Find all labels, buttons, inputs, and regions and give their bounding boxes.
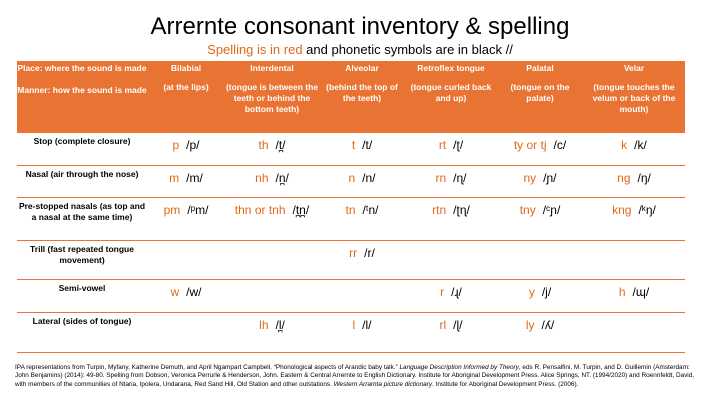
table-row-semivowel bbox=[17, 279, 685, 312]
citation-footer: IPA representations from Turpin, Myfany, Katherine Demuth, and April Ngampart Campbell. “Phonological aspects of Arandic baby talk.” Language Description Informed by Theory, eds R. Pensalfini, M. Turpin, and D. Guillemin (Amsterdam: John Benjamins) (2014): 49-80. Spelling from Dobson, Veronica Perrurle & Henderson, John. Eastern & Central Arrernte to English Dictionary. Institute for Aboriginal Development Press. Alice Springs, NT. (1994/2020) and Roennfeldt, David, with members of the communities of Ntaria, Ipolera, Undarana, Red Sand Hill, Old Station and other outstations. Western Arrarnta picture dictionary. Institute for Aboriginal Development Press. (2006). bbox=[15, 364, 695, 388]
cell bbox=[147, 312, 225, 352]
manner-label-lateral: Lateral (sides of tongue) bbox=[17, 312, 147, 352]
citation-italic-title: Language Description Informed by Theory bbox=[399, 364, 519, 371]
cell: ng /ŋ/ bbox=[583, 165, 685, 197]
subtitle-phonetic-note: and phonetic symbols are in black // bbox=[302, 42, 513, 57]
row-header-cell bbox=[17, 61, 147, 133]
table-row-nasal bbox=[17, 165, 685, 197]
cell: kng /ᵏŋ/ bbox=[583, 197, 685, 240]
manner-label-prestopped: Pre-stopped nasals (as top and a nasal at the same time) bbox=[17, 197, 147, 240]
cell: m /m/ bbox=[147, 165, 225, 197]
cell: n /n/ bbox=[319, 165, 405, 197]
cell: thn or tnh /t̪n̪/ bbox=[225, 197, 319, 240]
cell: y /j/ bbox=[497, 279, 583, 312]
manner-label-nasal: Nasal (air through the nose) bbox=[17, 165, 147, 197]
cell: rr /r/ bbox=[319, 240, 405, 279]
cell bbox=[497, 240, 583, 279]
subtitle bbox=[0, 42, 720, 57]
table-row-stop bbox=[17, 133, 685, 165]
column-header-interdental: Interdental (tongue is between the teeth or behind the bottom teeth) bbox=[225, 61, 319, 133]
cell bbox=[405, 240, 497, 279]
manner-label-stop: Stop (complete closure) bbox=[17, 133, 147, 165]
column-header-palatal: Palatal (tongue on the palate) bbox=[497, 61, 583, 133]
cell: pm /ᵖm/ bbox=[147, 197, 225, 240]
cell bbox=[583, 240, 685, 279]
cell: rn /ɳ/ bbox=[405, 165, 497, 197]
table-header-row bbox=[17, 61, 685, 133]
cell: tn /ᵗn/ bbox=[319, 197, 405, 240]
cell: t /t/ bbox=[319, 133, 405, 165]
cell: nh /n̪/ bbox=[225, 165, 319, 197]
cell: rl /ɭ/ bbox=[405, 312, 497, 352]
cell: ny /ɲ/ bbox=[497, 165, 583, 197]
cell bbox=[225, 240, 319, 279]
column-header-retroflex: Retroflex tongue (tongue curled back and up) bbox=[405, 61, 497, 133]
cell: th /t̪/ bbox=[225, 133, 319, 165]
manner-label-semivowel: Semi-vowel bbox=[17, 279, 147, 312]
cell: ty or tj /c/ bbox=[497, 133, 583, 165]
cell: lh /l̪/ bbox=[225, 312, 319, 352]
place-label: Place: where the sound is made bbox=[17, 63, 147, 73]
cell bbox=[225, 279, 319, 312]
cell: rtn /ʈɳ/ bbox=[405, 197, 497, 240]
table-row-trill bbox=[17, 240, 685, 279]
consonant-table bbox=[17, 61, 685, 353]
manner-label: Manner: how the sound is made bbox=[17, 85, 147, 95]
cell bbox=[147, 240, 225, 279]
manner-label-trill: Trill (fast repeated tongue movement) bbox=[17, 240, 147, 279]
cell: l /l/ bbox=[319, 312, 405, 352]
column-header-alveolar: Alveolar (behind the top of the teeth) bbox=[319, 61, 405, 133]
table-row-lateral bbox=[17, 312, 685, 352]
cell: h /ɰ/ bbox=[583, 279, 685, 312]
cell: rt /ʈ/ bbox=[405, 133, 497, 165]
cell: ly /ʎ/ bbox=[497, 312, 583, 352]
citation-italic-title: Western Arrarnta picture dictionary bbox=[333, 380, 433, 388]
cell bbox=[319, 279, 405, 312]
column-header-bilabial: Bilabial (at the lips) bbox=[147, 61, 225, 133]
subtitle-spelling-note: Spelling is in red bbox=[207, 42, 303, 57]
table-row-prestopped-nasal bbox=[17, 197, 685, 240]
cell: p /p/ bbox=[147, 133, 225, 165]
cell: k /k/ bbox=[583, 133, 685, 165]
cell bbox=[583, 312, 685, 352]
column-header-velar: Velar (tongue touches the velum or back of the mouth) bbox=[583, 61, 685, 133]
cell: w /w/ bbox=[147, 279, 225, 312]
cell: r /ɻ/ bbox=[405, 279, 497, 312]
cell: tny /ᶜɲ/ bbox=[497, 197, 583, 240]
page-title: Arrernte consonant inventory & spelling bbox=[150, 13, 570, 40]
